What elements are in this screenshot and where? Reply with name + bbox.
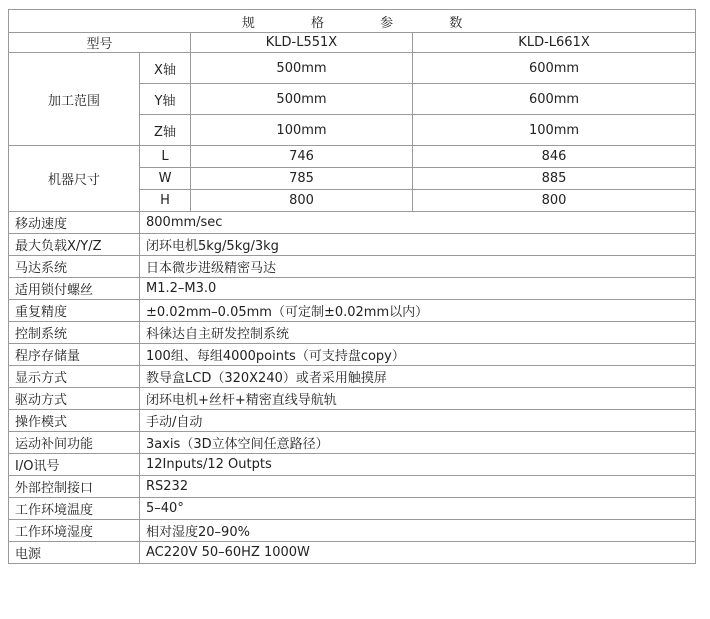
spec-row xyxy=(9,520,696,542)
spec-row xyxy=(9,410,696,432)
spec-value: 科徕达自主研发控制系统 xyxy=(140,322,696,344)
spec-value: 手动/自动 xyxy=(140,410,696,432)
spec-value: 教导盒LCD（320X240）或者采用触摸屏 xyxy=(140,366,696,388)
range-axis: Z轴 xyxy=(140,115,191,146)
spec-label: 移动速度 xyxy=(9,212,140,234)
spec-table xyxy=(8,9,696,564)
size-value-b: 846 xyxy=(413,146,696,168)
range-row xyxy=(9,53,696,84)
spec-row xyxy=(9,432,696,454)
spec-label: 程序存储量 xyxy=(9,344,140,366)
spec-row xyxy=(9,344,696,366)
spec-label: 显示方式 xyxy=(9,366,140,388)
spec-label: 驱动方式 xyxy=(9,388,140,410)
size-dim: H xyxy=(140,190,191,212)
range-axis: Y轴 xyxy=(140,84,191,115)
spec-value: 12Inputs/12 Outpts xyxy=(140,454,696,476)
spec-label: 工作环境湿度 xyxy=(9,520,140,542)
range-value-a: 500mm xyxy=(191,53,413,84)
spec-row xyxy=(9,542,696,564)
spec-value: 5–40° xyxy=(140,498,696,520)
range-value-a: 100mm xyxy=(191,115,413,146)
spec-row xyxy=(9,212,696,234)
size-dim: L xyxy=(140,146,191,168)
model-a: KLD-L551X xyxy=(191,33,413,53)
size-value-b: 800 xyxy=(413,190,696,212)
size-value-a: 785 xyxy=(191,168,413,190)
spec-value: 闭环电机+丝杆+精密直线导航轨 xyxy=(140,388,696,410)
size-row xyxy=(9,146,696,168)
spec-value: 800mm/sec xyxy=(140,212,696,234)
spec-label: 操作模式 xyxy=(9,410,140,432)
spec-value: 相对湿度20–90% xyxy=(140,520,696,542)
spec-label: 最大负载X/Y/Z xyxy=(9,234,140,256)
spec-row xyxy=(9,322,696,344)
spec-row xyxy=(9,234,696,256)
spec-label: 马达系统 xyxy=(9,256,140,278)
spec-label: 电源 xyxy=(9,542,140,564)
size-value-b: 885 xyxy=(413,168,696,190)
range-value-b: 100mm xyxy=(413,115,696,146)
spec-label: 运动补间功能 xyxy=(9,432,140,454)
table-title: 规 格 参 数 xyxy=(9,10,696,33)
spec-value: 闭环电机5kg/5kg/3kg xyxy=(140,234,696,256)
spec-value: 100组、每组4000points（可支持盘copy） xyxy=(140,344,696,366)
spec-value: 日本微步进级精密马达 xyxy=(140,256,696,278)
spec-row xyxy=(9,256,696,278)
size-value-a: 746 xyxy=(191,146,413,168)
spec-row xyxy=(9,498,696,520)
range-value-b: 600mm xyxy=(413,84,696,115)
spec-row xyxy=(9,454,696,476)
spec-row xyxy=(9,476,696,498)
model-label: 型号 xyxy=(9,33,191,53)
spec-value: AC220V 50–60HZ 1000W xyxy=(140,542,696,564)
range-value-a: 500mm xyxy=(191,84,413,115)
range-axis: X轴 xyxy=(140,53,191,84)
spec-value: M1.2–M3.0 xyxy=(140,278,696,300)
spec-row xyxy=(9,278,696,300)
spec-value: 3axis（3D立体空间任意路径） xyxy=(140,432,696,454)
range-value-b: 600mm xyxy=(413,53,696,84)
spec-label: 控制系统 xyxy=(9,322,140,344)
spec-value: ±0.02mm–0.05mm（可定制±0.02mm以内） xyxy=(140,300,696,322)
spec-label: 工作环境温度 xyxy=(9,498,140,520)
size-dim: W xyxy=(140,168,191,190)
range-label: 加工范围 xyxy=(9,53,140,146)
spec-label: 外部控制接口 xyxy=(9,476,140,498)
size-label: 机器尺寸 xyxy=(9,146,140,212)
size-value-a: 800 xyxy=(191,190,413,212)
model-row xyxy=(9,33,696,53)
spec-value: RS232 xyxy=(140,476,696,498)
title-row xyxy=(9,10,696,33)
spec-label: I/O讯号 xyxy=(9,454,140,476)
spec-row xyxy=(9,366,696,388)
spec-label: 适用锁付螺丝 xyxy=(9,278,140,300)
spec-label: 重复精度 xyxy=(9,300,140,322)
model-b: KLD-L661X xyxy=(413,33,696,53)
spec-row xyxy=(9,300,696,322)
spec-row xyxy=(9,388,696,410)
